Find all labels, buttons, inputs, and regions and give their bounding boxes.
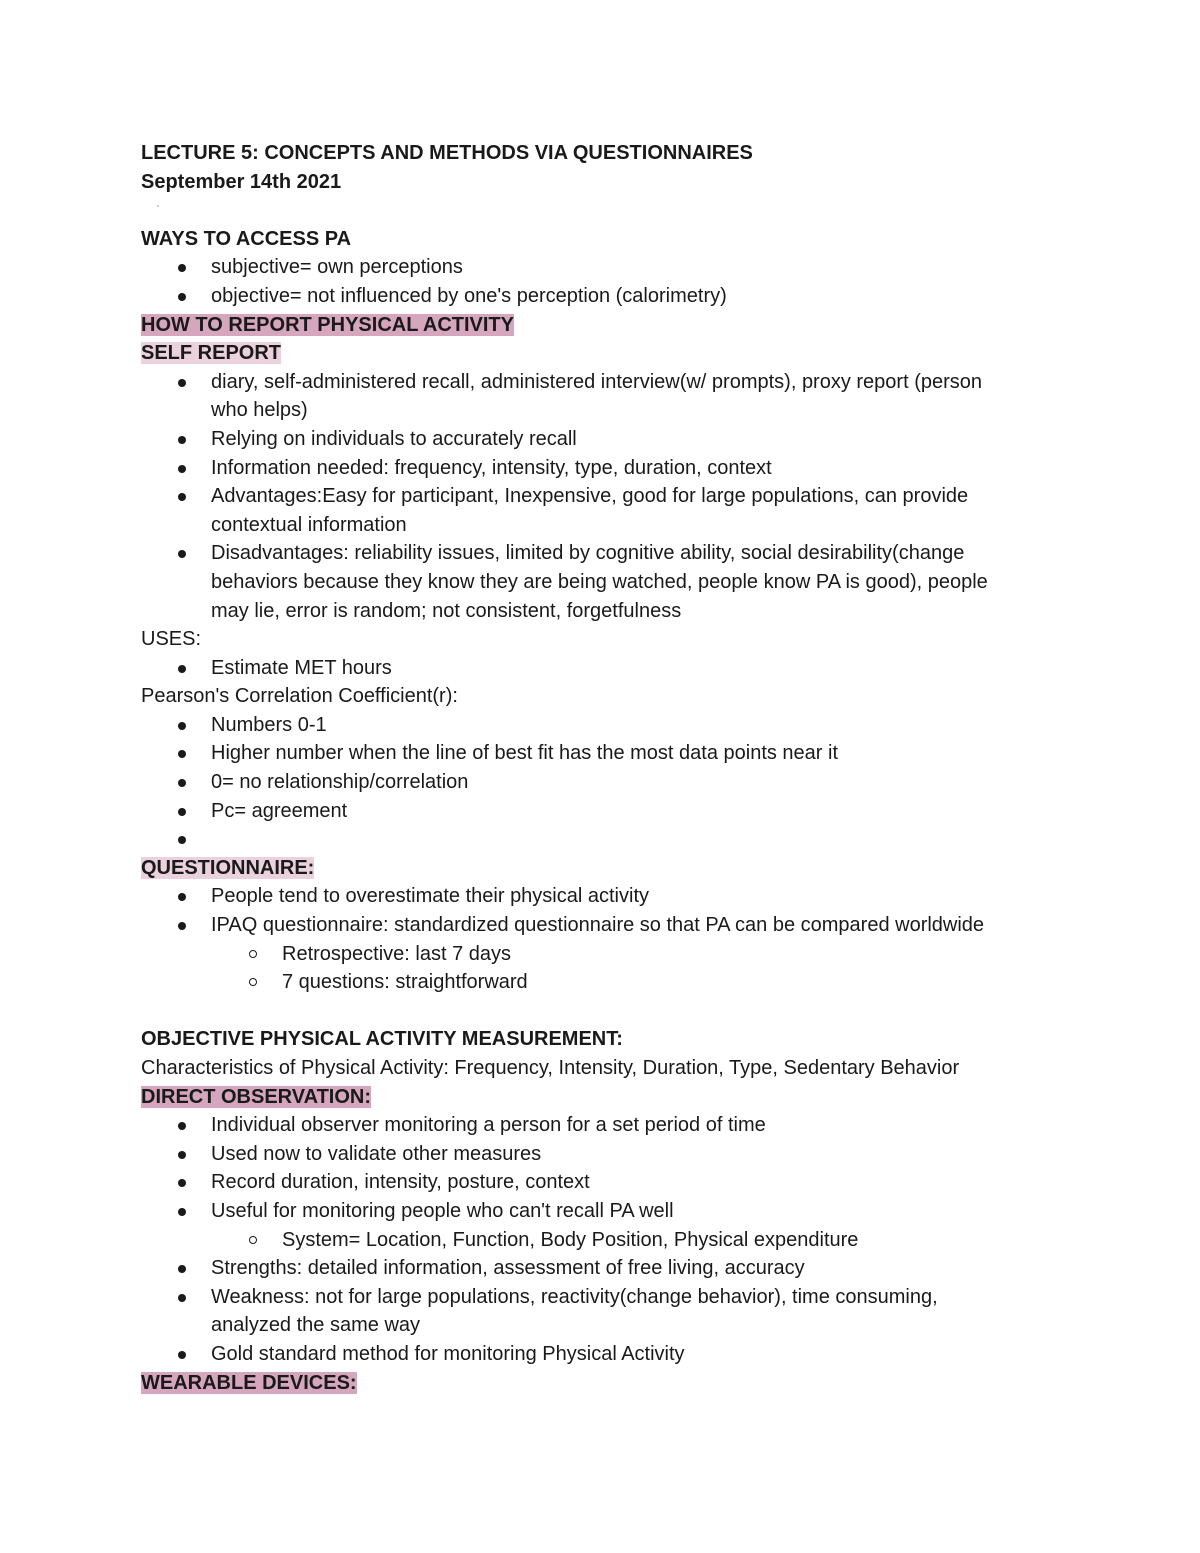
list-item: IPAQ questionnaire: standardized questionnaire so that PA can be compared worldwide [141, 911, 1061, 940]
objective-heading: OBJECTIVE PHYSICAL ACTIVITY MEASUREMENT: [141, 1028, 623, 1051]
direct-observation-heading: DIRECT OBSERVATION: [141, 1085, 372, 1108]
report-heading: HOW TO REPORT PHYSICAL ACTIVITY [141, 313, 514, 336]
list-item: People tend to overestimate their physical activity [141, 882, 1061, 911]
sub-list-item: System= Location, Function, Body Position, Physical expenditure [141, 1226, 1061, 1255]
sub-list-item: 7 questions: straightforward [141, 968, 1061, 997]
wearable-devices-heading: WEARABLE DEVICES: [141, 1371, 357, 1394]
list-item: Estimate MET hours [141, 654, 1061, 683]
list-item: Advantages:Easy for participant, Inexpensive, good for large populations, can provide [141, 482, 1061, 511]
list-item: Record duration, intensity, posture, context [141, 1168, 1061, 1197]
list-item-continuation: may lie, error is random; not consistent, forgetfulness [211, 599, 682, 622]
list-item: Numbers 0-1 [141, 711, 1061, 740]
list-item: Gold standard method for monitoring Physical Activity [141, 1340, 1061, 1369]
list-item-continuation: contextual information [211, 513, 407, 536]
uses-heading: USES: [141, 628, 202, 651]
list-item-continuation: who helps) [211, 399, 308, 422]
pearson-heading: Pearson's Correlation Coefficient(r): [141, 685, 458, 708]
list-item: Higher number when the line of best fit has the most data points near it [141, 739, 1061, 768]
list-item: Information needed: frequency, intensity, type, duration, context [141, 454, 1061, 483]
list-item: Weakness: not for large populations, reactivity(change behavior), time consuming, [141, 1283, 1061, 1312]
list-item: subjective= own perceptions [141, 253, 1061, 282]
empty-list-item [141, 825, 1061, 854]
stray-mark: ' [157, 204, 159, 216]
document-page [141, 139, 1061, 1397]
self-report-heading: SELF REPORT [141, 342, 282, 365]
characteristics-text: Characteristics of Physical Activity: Frequency, Intensity, Duration, Type, Sedentary Behavior [141, 1057, 960, 1079]
list-item: objective= not influenced by one's perception (calorimetry) [141, 282, 1061, 311]
list-item: Pc= agreement [141, 797, 1061, 826]
list-item: Disadvantages: reliability issues, limited by cognitive ability, social desirability(change [141, 539, 1061, 568]
lecture-date: September 14th 2021 [141, 170, 342, 193]
list-item: diary, self-administered recall, administered interview(w/ prompts), proxy report (person [141, 368, 1061, 397]
lecture-title: LECTURE 5: CONCEPTS AND METHODS VIA QUESTIONNAIRES [141, 142, 753, 164]
list-item: Used now to validate other measures [141, 1140, 1061, 1169]
questionnaire-heading: QUESTIONNAIRE: [141, 856, 315, 879]
list-item: Strengths: detailed information, assessment of free living, accuracy [141, 1254, 1061, 1283]
list-item: Individual observer monitoring a person for a set period of time [141, 1111, 1061, 1140]
list-item-continuation: analyzed the same way [211, 1314, 421, 1337]
list-item-continuation: behaviors because they know they are being watched, people know PA is good), people [211, 570, 988, 593]
ways-heading: WAYS TO ACCESS PA [141, 227, 352, 250]
list-item: Useful for monitoring people who can't recall PA well [141, 1197, 1061, 1226]
sub-list-item: Retrospective: last 7 days [141, 940, 1061, 969]
list-item: Relying on individuals to accurately recall [141, 425, 1061, 454]
list-item: 0= no relationship/correlation [141, 768, 1061, 797]
